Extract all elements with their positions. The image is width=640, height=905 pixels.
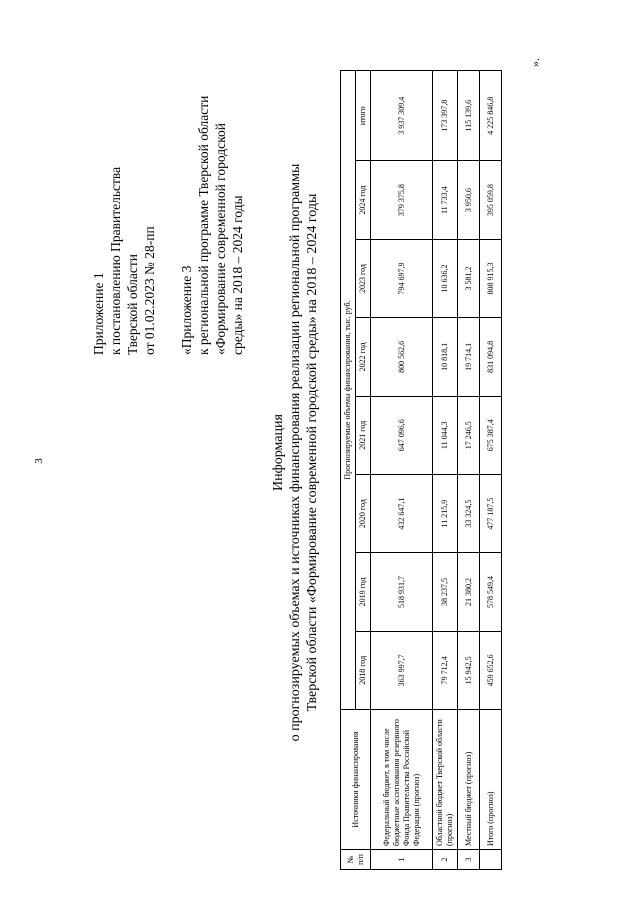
cell-total: 3 937 309,4 xyxy=(371,71,433,161)
cell-value: 11 215,9 xyxy=(433,474,458,552)
cell-total: 173 397,8 xyxy=(433,71,458,161)
cell-value: 33 324,5 xyxy=(458,474,480,552)
cell-value: 578 549,4 xyxy=(480,553,502,631)
row-num xyxy=(480,850,502,870)
cell-value: 459 652,6 xyxy=(480,631,502,709)
row-num: 3 xyxy=(458,850,480,870)
cell-value: 19 714,1 xyxy=(458,318,480,396)
header-source: Источники финансирования xyxy=(341,710,371,850)
cell-value: 21 380,2 xyxy=(458,553,480,631)
row-num: 2 xyxy=(433,850,458,870)
cell-value: 363 997,7 xyxy=(371,631,433,709)
cell-value: 518 931,7 xyxy=(371,553,433,631)
cell-value: 79 712,4 xyxy=(433,631,458,709)
table-row xyxy=(371,71,433,870)
cell-value: 15 942,5 xyxy=(458,631,480,709)
row-num: 1 xyxy=(371,850,433,870)
cell-total: 4 225 846,8 xyxy=(480,71,502,161)
title-line: о прогнозируемых объемах и источниках финансирования реализации региональной программы xyxy=(288,163,303,742)
header-num: № п/п xyxy=(341,850,371,870)
row-source: Местный бюджет (прогноз) xyxy=(458,710,480,850)
appendix-line: от 01.02.2023 № 28-пп xyxy=(142,226,157,355)
page-number: 3 xyxy=(32,458,45,464)
row-source: Областной бюджет Тверской области (прогноз) xyxy=(433,710,458,850)
header-year: 2024 год xyxy=(356,161,371,239)
header-year: 2018 год xyxy=(356,631,371,709)
cell-value: 17 246,5 xyxy=(458,396,480,474)
appendix-line: Приложение 1 xyxy=(91,272,106,355)
header-year: 2021 год xyxy=(356,396,371,474)
cell-value: 794 697,9 xyxy=(371,239,433,317)
header-group: Прогнозируемые объемы финансирования, тыс. руб. xyxy=(341,71,356,710)
cell-value: 800 562,6 xyxy=(371,318,433,396)
closing-quote: ». xyxy=(528,58,542,67)
appendix-block xyxy=(90,167,158,355)
annex-line: «Приложение 3 xyxy=(179,265,194,355)
cell-value: 3 581,2 xyxy=(458,239,480,317)
cell-value: 395 059,8 xyxy=(480,161,502,239)
annex-block xyxy=(178,96,246,355)
title-line: Тверской области «Формирование современной городской среды» на 2018 – 2024 годы xyxy=(305,193,320,712)
table-row xyxy=(433,71,458,870)
cell-value: 647 096,6 xyxy=(371,396,433,474)
cell-value: 10 636,2 xyxy=(433,239,458,317)
table-row xyxy=(458,71,480,870)
annex-line: среды» на 2018 – 2024 годы xyxy=(230,195,245,355)
cell-total: 115 139,6 xyxy=(458,71,480,161)
row-source: Итого (прогноз) xyxy=(480,710,502,850)
table-row-total xyxy=(480,71,502,870)
title-line: Информация xyxy=(271,414,286,491)
annex-line: к региональной программе Тверской области xyxy=(196,95,211,355)
cell-value: 3 950,6 xyxy=(458,161,480,239)
appendix-line: к постановлению Правительства xyxy=(108,166,123,355)
cell-value: 477 187,5 xyxy=(480,474,502,552)
header-year: 2023 год xyxy=(356,239,371,317)
header-total: итого xyxy=(356,71,371,161)
cell-value: 11 733,4 xyxy=(433,161,458,239)
cell-value: 432 647,1 xyxy=(371,474,433,552)
document-title xyxy=(270,0,321,905)
appendix-line: Тверской области xyxy=(125,254,140,355)
cell-value: 379 375,8 xyxy=(371,161,433,239)
header-year: 2022 год xyxy=(356,318,371,396)
cell-value: 675 387,4 xyxy=(480,396,502,474)
cell-value: 11 044,3 xyxy=(433,396,458,474)
cell-value: 808 915,3 xyxy=(480,239,502,317)
cell-value: 831 094,8 xyxy=(480,318,502,396)
row-source: Федеральный бюджет, в том числе бюджетные ассигнования резервного Фонда Правительства Российской Федерации (прогноз) xyxy=(371,710,433,850)
annex-line: «Формирование современной городской xyxy=(213,123,228,355)
cell-value: 10 818,1 xyxy=(433,318,458,396)
header-year: 2020 год xyxy=(356,474,371,552)
cell-value: 38 237,5 xyxy=(433,553,458,631)
header-year: 2019 год xyxy=(356,553,371,631)
financing-table xyxy=(340,70,502,870)
